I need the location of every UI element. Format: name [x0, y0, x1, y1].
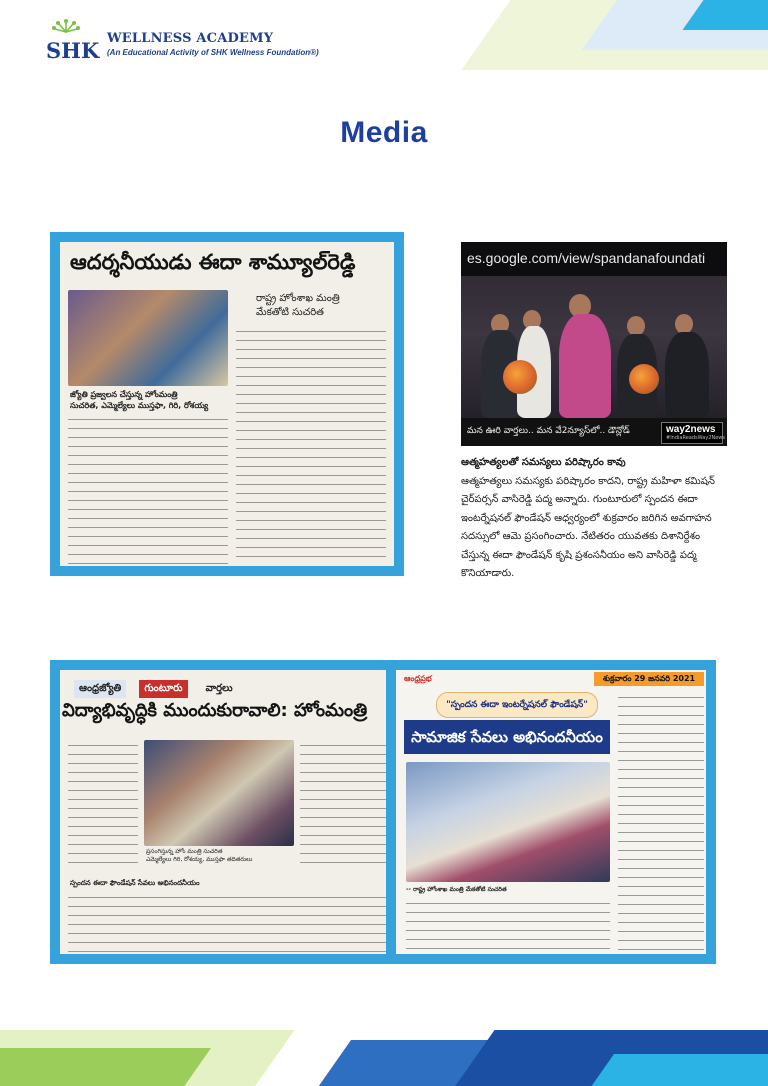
speaker-figure	[559, 314, 611, 418]
page-title: Media	[340, 116, 428, 149]
clip3-headline: విద్యాభివృద్ధికి ముందుకురావాలి: హోంమంత్రి	[62, 700, 368, 721]
clip4-article-bottom	[406, 898, 610, 950]
clip3-masthead: ఆంధ్రజ్యోతి గుంటూరు వార్తలు	[74, 676, 394, 696]
clip3-article-column-1	[68, 740, 138, 866]
way2news-badge: way2news #IndiaReadsWay2News	[661, 422, 723, 444]
org-name: WELLNESS ACADEMY	[107, 31, 274, 46]
clip3-subhead: స్పందన ఈదా ఫౌండేషన్ సేవలు అభినందనీయం	[70, 879, 200, 887]
clip2-article	[461, 454, 727, 584]
clip2-photo	[461, 242, 727, 446]
clip4-headline: సామాజిక సేవలు అభినందనీయం	[404, 720, 610, 754]
clip1-headline: ఆదర్శనీయుడు ఈదా శామ్యూల్‌రెడ్డి	[70, 250, 356, 274]
clip1-photo	[68, 290, 228, 386]
clip4-photo	[406, 762, 610, 882]
clip2-body: ఆత్మహత్యలు సమస్యకు పరిష్కారం కాదని, రాష్ట్ర మహిళా కమిషన్ చైర్‌పర్సన్ వాసిరెడ్డి పద్మ అన్నారు. గుంటూరులో స్పందన ఈదా ఇంటర్నేషనల్ ఫౌండేషన్ ఆధ్వర్యంలో శుక్రవారం జరిగిన అవగాహన సదస్సులో ఆమె ప్రసంగించారు. నేటితరం యువతకు దిశానిర్దేశం చేస్తున్న ఈదా ఫౌండేషన్ కృషి ప్రశంసనీయం అని వాసిరెడ్డి పద్మ కొనియాడారు.	[461, 475, 715, 579]
news-clipping-2[interactable]	[451, 232, 737, 578]
clip4-date: శుక్రవారం 29 జనవరి 2021	[594, 672, 704, 686]
clip3-article-column-2	[300, 740, 392, 866]
clip1-article-column-left	[68, 414, 228, 564]
clip4-paper-name: ఆంధ్రప్రభ	[404, 674, 432, 683]
clip4-banner: "స్పందన ఈదా ఇంటర్నేషనల్ ఫౌండేషన్"	[436, 692, 598, 718]
clip3-article-bottom	[68, 892, 386, 952]
shk-logo	[44, 18, 104, 62]
clip4-photo-caption: -- రాష్ట్ర హోంశాఖ మంత్రి మేకతోటి సుచరిత	[406, 886, 507, 893]
news-clipping-4[interactable]	[386, 660, 716, 964]
clip1-article-column-right	[236, 326, 386, 562]
clip3-photo-caption: ప్రసంగిస్తున్న హోం మంత్రి సుచరిత ఎమ్మెల్యేలు గిరి, రోశయ్య, ముస్తఫా తదితరులు	[146, 848, 253, 863]
clip2-url-text: es.google.com/view/spandanafoundati	[467, 250, 706, 266]
clip1-quote: రాష్ట్ర హోంశాఖ మంత్రి మేకతోటి సుచరిత	[256, 293, 340, 318]
org-tagline: (An Educational Activity of SHK Wellness Foundation®)	[107, 48, 319, 57]
clip3-photo	[144, 740, 294, 846]
news-clipping-3[interactable]	[50, 660, 404, 964]
clip4-article-column	[618, 692, 704, 950]
clip2-heading: ఆత్మహత్యలతో సమస్యలు పరిష్కారం కావు	[461, 457, 626, 468]
footer-decoration	[0, 1030, 768, 1086]
clip1-photo-caption: జ్యోతి ప్రజ్వలన చేస్తున్న హోంమంత్రి సుచరిత, ఎమ్మెల్యేలు ముస్తఫా, గిరి, రోశయ్య	[70, 390, 209, 410]
clip2-strip-text: మన ఊరి వార్తలు.. మన వే2న్యూస్‌లో.. డౌన్లోడ్	[467, 426, 630, 436]
logo-text: SHK	[46, 38, 100, 62]
news-clipping-1[interactable]	[50, 232, 404, 576]
